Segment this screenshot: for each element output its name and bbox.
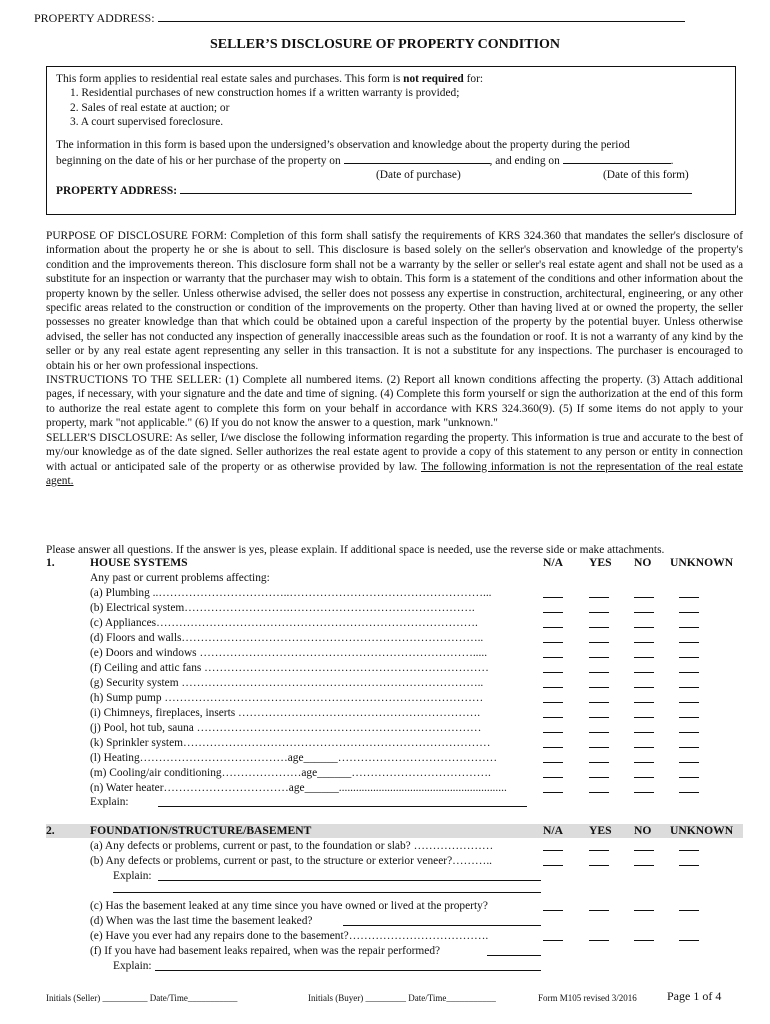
unknown-answer-field[interactable] (679, 601, 699, 613)
section-1-header (46, 556, 743, 570)
disclosure-text-a: SELLER'S DISCLOSURE: As seller, I/we disclose the following information regarding the property. This information is true and accurate to the best of my/our knowledge as of the date signed. Seller authorizes the real estate agent to provide a copy of this statement to any person or entity in connection with actual or anticipated sale of the property or as otherwise provided by law. (46, 431, 743, 473)
explain-field[interactable] (158, 795, 527, 807)
na-answer-field[interactable] (543, 929, 563, 941)
date-of-purchase-caption: (Date of purchase) (376, 169, 461, 182)
house-system-item: (d) Floors and walls…………………………………………………………………….. (90, 632, 484, 644)
na-answer-field[interactable] (543, 781, 563, 793)
property-address-label: PROPERTY ADDRESS: (34, 11, 155, 25)
unknown-answer-field[interactable] (679, 781, 699, 793)
explain-field[interactable] (158, 869, 541, 881)
date-captions (56, 168, 725, 182)
na-answer-field[interactable] (543, 721, 563, 733)
section-1-intro: Any past or current problems affecting: (90, 572, 270, 584)
purpose-block (46, 229, 743, 488)
not-required-text: not required (403, 73, 464, 85)
applicability-line (56, 72, 725, 86)
col-no: NO (634, 556, 652, 569)
no-answer-field[interactable] (634, 751, 654, 763)
col-yes: YES (589, 824, 612, 837)
applicability-box (46, 66, 736, 215)
yes-answer-field[interactable] (589, 721, 609, 733)
no-answer-field[interactable] (634, 646, 654, 658)
last-leak-field[interactable] (343, 914, 541, 926)
no-answer-field[interactable] (634, 631, 654, 643)
no-answer-field[interactable] (634, 676, 654, 688)
no-answer-field[interactable] (634, 766, 654, 778)
period-text-2: beginning on the date of his or her purchase of the property on (56, 155, 344, 168)
repair-when-field[interactable] (487, 944, 541, 956)
no-answer-field[interactable] (634, 721, 654, 733)
house-system-item: (b) Electrical system……………………….…………………………………………. (90, 602, 475, 614)
question-structure: (b) Any defects or problems, current or past, to the structure or exterior veneer?……….. (90, 855, 493, 867)
box-property-address-field[interactable] (180, 182, 692, 194)
col-yes: YES (589, 556, 612, 569)
instructions-text: INSTRUCTIONS TO THE SELLER: (1) Complete all numbered items. (2) Report all known conditions affecting the property. (3) Attach additional pages, if necessary, with your signature and the date and time of signing. (4) Complete this form yourself or sign the authorization at the end of this form to authorize the real estate agent to complete this form on your behalf in accordance with KRS 324.360(9). (5) If some items do not apply to your property, mark "not applicable." (6) If you do not know the answer to a question, mark "unknown." (46, 374, 743, 430)
unknown-answer-field[interactable] (679, 616, 699, 628)
unknown-answer-field[interactable] (679, 839, 699, 851)
no-answer-field[interactable] (634, 601, 654, 613)
section-number: 2. (46, 824, 55, 837)
page-title: SELLER’S DISCLOSURE OF PROPERTY CONDITION (209, 37, 561, 52)
yes-answer-field[interactable] (589, 766, 609, 778)
na-answer-field[interactable] (543, 839, 563, 851)
house-system-item: (g) Security system …………………………………………………………………….. (90, 677, 484, 689)
no-answer-field[interactable] (634, 854, 654, 866)
col-no: NO (634, 824, 652, 837)
na-answer-field[interactable] (543, 661, 563, 673)
house-system-item: (e) Doors and windows ………………………………………………………………..... (90, 647, 488, 659)
unknown-answer-field[interactable] (679, 691, 699, 703)
ending-on-text: , and ending on (489, 155, 563, 168)
date-of-form-field[interactable] (563, 152, 671, 164)
page-number: Page 1 of 4 (667, 989, 722, 1003)
box-property-address-label: PROPERTY ADDRESS: (56, 185, 178, 198)
yes-answer-field[interactable] (589, 586, 609, 598)
na-answer-field[interactable] (543, 751, 563, 763)
col-na: N/A (543, 556, 563, 569)
no-answer-field[interactable] (634, 691, 654, 703)
purpose-text: PURPOSE OF DISCLOSURE FORM: Completion of this form shall satisfy the requirements of KRS 324.360 that mandates the seller's disclosure of information about the property he or she is about to sell. This disclosure is based solely on the seller's observation and knowledge of the property's condition and the improvements thereon. This disclosure form shall not be a warranty by the seller or seller's real estate agent and shall not be used as a substitute for an inspection or warranty that the purchaser may wish to obtain. This form is a statement of the conditions and other information about the property known by the seller. Unless otherwise advised, the seller does not possess any expertise in construction, architectural, engineering, or any other specific areas related to the construction or condition of the improvements on the property. Other than having lived at or owned the property, the seller possesses no greater knowledge than that which could be obtained upon a careful inspection of the property by the potential buyer. Unless otherwise advised, the seller has not conducted any inspection of generally inaccessible areas such as the foundation or roof. It is not a warranty of any kind by the seller or by any real estate agent representing any seller in this transaction. It is not a substitute for any inspections. The purchaser is encouraged to obtain his or her own professional inspections. (46, 230, 743, 372)
house-system-item: (f) Ceiling and attic fans ………………………………………………………………… (90, 662, 489, 674)
section-title: HOUSE SYSTEMS (90, 556, 188, 569)
yes-answer-field[interactable] (589, 691, 609, 703)
yes-answer-field[interactable] (589, 601, 609, 613)
property-address-field[interactable] (158, 10, 685, 22)
house-system-item: (i) Chimneys, fireplaces, inserts ………………………………………………………. (90, 707, 481, 719)
yes-answer-field[interactable] (589, 899, 609, 911)
yes-answer-field[interactable] (589, 706, 609, 718)
no-answer-field[interactable] (634, 586, 654, 598)
question-basement-leaked: (c) Has the basement leaked at any time since you have owned or lived at the property? (90, 900, 488, 912)
no-answer-field[interactable] (634, 781, 654, 793)
house-system-item: (n) Water heater……………………………age______........................................................... (90, 782, 507, 794)
unknown-answer-field[interactable] (679, 631, 699, 643)
no-answer-field[interactable] (634, 616, 654, 628)
na-answer-field[interactable] (543, 766, 563, 778)
section-number: 1. (46, 556, 55, 569)
no-answer-field[interactable] (634, 736, 654, 748)
no-answer-field[interactable] (634, 839, 654, 851)
unknown-answer-field[interactable] (679, 736, 699, 748)
house-system-item: (j) Pool, hot tub, sauna ………………………………………………………………… (90, 722, 482, 734)
unknown-answer-field[interactable] (679, 766, 699, 778)
box-property-address (56, 182, 725, 198)
yes-answer-field[interactable] (589, 736, 609, 748)
yes-answer-field[interactable] (589, 676, 609, 688)
yes-answer-field[interactable] (589, 854, 609, 866)
col-unknown: UNKNOWN (670, 824, 734, 837)
na-answer-field[interactable] (543, 899, 563, 911)
no-answer-field[interactable] (634, 706, 654, 718)
na-answer-field[interactable] (543, 586, 563, 598)
col-na: N/A (543, 824, 563, 837)
please-answer-text: Please answer all questions. If the answer is yes, please explain. If additional space is needed, use the reverse side or make attachments. (46, 544, 665, 556)
na-answer-field[interactable] (543, 601, 563, 613)
disclosure-text-underlined: The following information is not the representation of the real estate agent. (46, 460, 743, 487)
property-address-top (34, 10, 685, 25)
col-unknown: UNKNOWN (670, 556, 734, 569)
yes-answer-field[interactable] (589, 631, 609, 643)
section-title: FOUNDATION/STRUCTURE/BASEMENT (90, 824, 312, 837)
date-of-form-caption: (Date of this form) (603, 169, 689, 182)
yes-answer-field[interactable] (589, 781, 609, 793)
page-footer (46, 991, 736, 1005)
unknown-answer-field[interactable] (679, 646, 699, 658)
unknown-answer-field[interactable] (679, 721, 699, 733)
disclosure-text (46, 431, 743, 489)
house-system-item: (a) Plumbing ..……………………………..……………………………………………... (90, 587, 492, 599)
yes-answer-field[interactable] (589, 751, 609, 763)
no-answer-field[interactable] (634, 899, 654, 911)
na-answer-field[interactable] (543, 646, 563, 658)
yes-answer-field[interactable] (589, 616, 609, 628)
unknown-answer-field[interactable] (679, 929, 699, 941)
unknown-answer-field[interactable] (679, 661, 699, 673)
period-dates-line: beginning on the date of his or her purchase of the property on , and ending on . (56, 152, 725, 168)
section-2-header (46, 824, 743, 838)
house-system-item: (k) Sprinkler system……………………………………………………………………… (90, 737, 491, 749)
list-item: 3. A court supervised foreclosure. (70, 116, 224, 129)
explain-label: Explain: (113, 870, 152, 882)
yes-answer-field[interactable] (589, 646, 609, 658)
question-foundation: (a) Any defects or problems, current or past, to the foundation or slab? ………………… (90, 840, 494, 852)
list-item: 2. Sales of real estate at auction; or (70, 101, 230, 114)
unknown-answer-field[interactable] (679, 676, 699, 688)
house-system-item: (l) Heating…………………………………age______…………………………………… (90, 752, 498, 764)
yes-answer-field[interactable] (589, 839, 609, 851)
initials-buyer: Initials (Buyer) _________ Date/Time___________ (308, 993, 496, 1003)
yes-answer-field[interactable] (589, 661, 609, 673)
initials-seller: Initials (Seller) __________ Date/Time___________ (46, 993, 238, 1003)
period-text: The information in this form is based upon the undersigned’s observation and knowledge about the property during the period (56, 138, 630, 151)
explain-label: Explain: (113, 960, 152, 972)
explain-label: Explain: (90, 796, 129, 808)
explain-field[interactable] (155, 959, 541, 971)
na-answer-field[interactable] (543, 676, 563, 688)
unknown-answer-field[interactable] (679, 586, 699, 598)
unknown-answer-field[interactable] (679, 751, 699, 763)
na-answer-field[interactable] (543, 631, 563, 643)
house-system-item: (h) Sump pump ………………………………………………………………………… (90, 692, 484, 704)
na-answer-field[interactable] (543, 691, 563, 703)
no-answer-field[interactable] (634, 929, 654, 941)
na-answer-field[interactable] (543, 854, 563, 866)
form-number: Form M105 revised 3/2016 (538, 993, 637, 1003)
applicability-suffix: for: (463, 73, 484, 85)
no-answer-field[interactable] (634, 661, 654, 673)
list-item: 1. Residential purchases of new construction homes if a written warranty is provided; (70, 87, 460, 100)
date-of-purchase-field[interactable] (344, 152, 490, 164)
unknown-answer-field[interactable] (679, 854, 699, 866)
yes-answer-field[interactable] (589, 929, 609, 941)
question-last-leak: (d) When was the last time the basement leaked? (90, 915, 313, 927)
na-answer-field[interactable] (543, 616, 563, 628)
question-repairs: (e) Have you ever had any repairs done to the basement?………………………………. (90, 930, 489, 942)
unknown-answer-field[interactable] (679, 706, 699, 718)
na-answer-field[interactable] (543, 706, 563, 718)
house-system-item: (c) Appliances…………………………………………………………………………. (90, 617, 478, 629)
unknown-answer-field[interactable] (679, 899, 699, 911)
house-system-item: (m) Cooling/air conditioning…………………age______………………………………. (90, 767, 491, 779)
explain-field-2[interactable] (113, 881, 541, 893)
applicability-text: This form applies to residential real estate sales and purchases. This form is (56, 73, 404, 85)
na-answer-field[interactable] (543, 736, 563, 748)
question-repair-when: (f) If you have had basement leaks repaired, when was the repair performed? (90, 945, 441, 957)
